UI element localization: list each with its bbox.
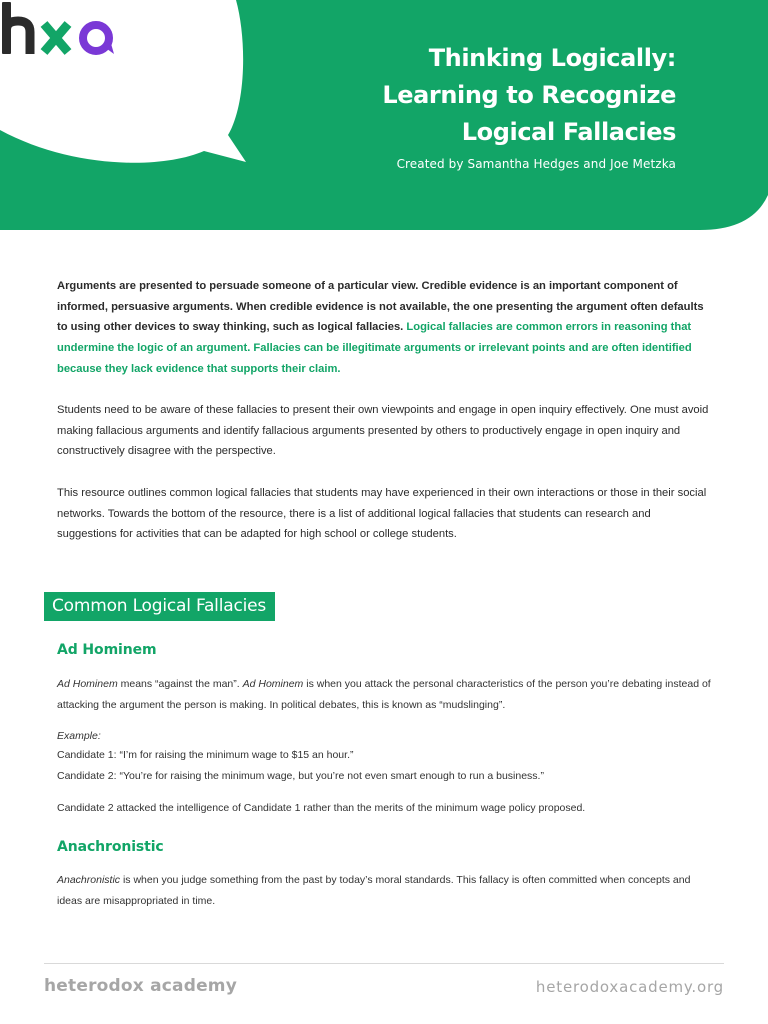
footer-brand-logo: heterodox academy: [44, 976, 237, 996]
heading-anachronistic: Anachronistic: [57, 839, 164, 855]
title-line-2: Learning to Recognize: [382, 81, 676, 109]
header-banner: [0, 0, 768, 230]
intro-bold-text: Arguments are presented to persuade someone of a particular view. Credible evidence is an important component of informed, persuasive arguments. When credible evidence is not available, the one presenting the argument often defaults to using other devices to sway thinking, such as logical fallacies.: [57, 280, 704, 334]
authors-subtitle: Created by Samantha Hedges and Joe Metzka: [396, 157, 676, 171]
anachronistic-term: Anachronistic: [57, 874, 121, 886]
ad-hominem-def-part2: is when you attack the personal characteristics of the person you’re debating instead of attacking the argument the person is making. In political debates, this is known as “mudslinging”.: [57, 678, 711, 711]
candidate-1-quote: Candidate 1: “I’m for raising the minimum wage to $15 an hour.”: [57, 749, 354, 761]
ad-hominem-definition: [57, 674, 717, 716]
ad-hominem-term-2: Ad Hominem: [242, 678, 304, 690]
footer-website-url: heterodoxacademy.org: [535, 978, 724, 996]
example-label: [57, 728, 101, 744]
title-line-1: Thinking Logically:: [428, 44, 676, 72]
hxa-logo: [0, 0, 116, 58]
example-label-text: Example:: [57, 730, 101, 742]
anachronistic-def-text: is when you judge something from the past by today’s moral standards. This fallacy is often committed when concepts and ideas are misappropriated in time.: [57, 874, 691, 907]
ad-hominem-term: Ad Hominem: [57, 678, 118, 690]
intro-paragraph-2: Students need to be aware of these fallacies to present their own viewpoints and engage in open inquiry effectively. One must avoid making fallacious arguments and identify fallacious arguments presented by others to productively engage in open inquiry and constructively disagree with the perspective.: [57, 404, 709, 458]
candidate-2-quote: Candidate 2: “You’re for raising the minimum wage, but you’re not even smart enough to run a business.”: [57, 770, 544, 782]
ad-hominem-conclusion: Candidate 2 attacked the intelligence of Candidate 1 rather than the merits of the minimum wage policy proposed.: [57, 802, 586, 814]
footer-divider: [44, 963, 724, 964]
intro-paragraph-3: This resource outlines common logical fallacies that students may have experienced in their own interactions or those in their social networks. Towards the bottom of the resource, there is a list of additional logical fallacies that students can research and suggestions for activities that can be adapted for high school or college students.: [57, 487, 707, 541]
intro-accent-text: Logical fallacies are common errors in reasoning that undermine the logic of an argument. Fallacies can be illegitimate arguments or irrelevant points and are often identified because they lack evidence that supports their claim.: [57, 321, 692, 375]
intro-paragraph-1: [57, 276, 713, 380]
heading-ad-hominem: Ad Hominem: [57, 642, 157, 658]
section-title-common-fallacies: Common Logical Fallacies: [44, 592, 275, 621]
ad-hominem-def-part1: means “against the man”.: [117, 678, 243, 690]
anachronistic-definition: [57, 870, 717, 912]
title-line-3: Logical Fallacies: [461, 118, 676, 146]
title-block: [382, 40, 676, 171]
